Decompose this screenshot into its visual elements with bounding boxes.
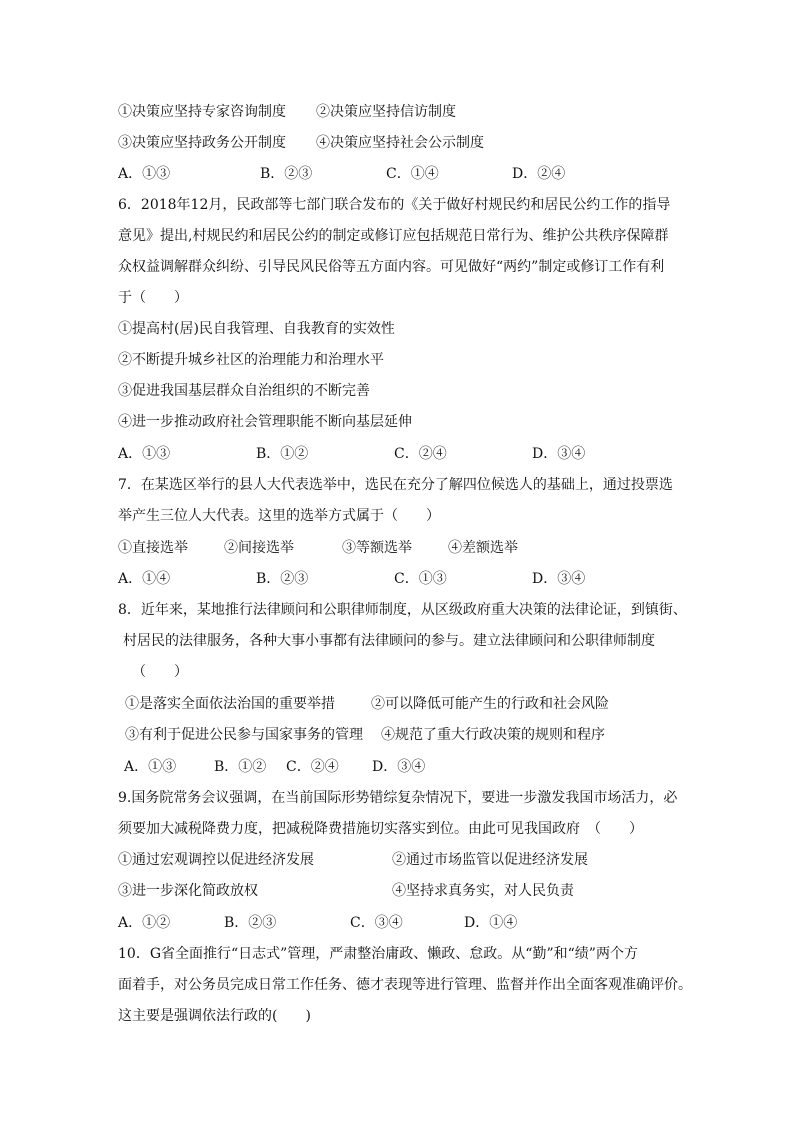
q9-items-row-2 — [118, 881, 574, 901]
q5-options — [118, 164, 565, 184]
q5-option-d: D．②④ — [512, 166, 566, 182]
q7-item-1: ①直接选举 — [118, 540, 188, 556]
q5-item-3: ③决策应坚持政务公开制度 — [118, 135, 286, 151]
q5-items-row-1 — [118, 102, 456, 122]
q6-option-d: D．③④ — [532, 446, 586, 462]
q9-option-b: B．②③ — [224, 915, 277, 931]
q7-stem-line-2: 举产生三位人大代表。这里的选举方式属于（ ） — [118, 508, 440, 524]
q5-option-b: B．②③ — [260, 166, 313, 182]
q10-stem-line-2: 面着手，对公务员完成日常工作任务、德才表现等进行管理、监督并作出全面客观准确评价。 — [118, 977, 692, 993]
q9-stem-line-2: 须要加大减税降费力度，把减税降费措施切实落实到位。由此可见我国政府 （ ） — [118, 821, 643, 837]
q6-item-1: ①提高村(居)民自我管理、自我教育的实效性 — [118, 321, 395, 337]
q6-item-2: ②不断提升城乡社区的治理能力和治理水平 — [118, 352, 384, 368]
q7-option-a: A．①④ — [118, 571, 171, 587]
q7-items — [118, 538, 518, 558]
q8-item-4: ④规范了重大行政决策的规则和程序 — [381, 727, 605, 743]
q9-option-c: C．③④ — [350, 915, 403, 931]
q9-item-2: ②通过市场监管以促进经济发展 — [392, 852, 588, 868]
q6-option-c: C．②④ — [394, 446, 447, 462]
q7-option-c: C．①③ — [394, 571, 447, 587]
q8-item-3: ③有利于促进公民参与国家事务的管理 — [125, 727, 363, 743]
q6-option-a: A．①③ — [118, 446, 171, 462]
q5-item-1: ①决策应坚持专家咨询制度 — [118, 104, 286, 120]
q6-options — [118, 444, 585, 464]
q6-stem-line-1: 6．2018年12月，民政部等七部门联合发布的《关于做好村规民约和居民公约工作的指导 — [118, 197, 671, 213]
q9-item-4: ④坚持求真务实，对人民负责 — [392, 883, 574, 899]
q9-items-row-1 — [118, 850, 588, 870]
q8-option-d: D．③④ — [372, 759, 426, 775]
q8-item-2: ②可以降低可能产生的行政和社会风险 — [371, 696, 609, 712]
q9-option-a: A．①② — [118, 915, 171, 931]
q7-option-d: D．③④ — [532, 571, 586, 587]
q6-item-4: ④进一步推动政府社会管理职能不断向基层延伸 — [118, 414, 412, 430]
q8-items-row-2 — [125, 725, 605, 745]
q5-item-2: ②决策应坚持信访制度 — [316, 104, 456, 120]
q5-option-c: C．①④ — [386, 166, 439, 182]
q8-stem-line-3: （ ） — [132, 664, 188, 680]
q7-stem-line-1: 7．在某选区举行的县人大代表选举中，选民在充分了解四位候选人的基础上，通过投票选 — [118, 477, 673, 493]
q6-stem-line-3: 众权益调解群众纠纷、引导民风民俗等五方面内容。可见做好“两约”制定或修订工作有利 — [118, 259, 665, 275]
q8-option-b: B．①② — [214, 759, 267, 775]
q5-item-4: ④决策应坚持社会公示制度 — [316, 135, 484, 151]
q7-option-b: B．②③ — [256, 571, 309, 587]
q6-item-3: ③促进我国基层群众自治组织的不断完善 — [118, 383, 370, 399]
q9-options — [118, 913, 517, 933]
q7-item-2: ②间接选举 — [224, 540, 294, 556]
q8-items-row-1 — [125, 694, 609, 714]
q8-stem-line-1: 8．近年来，某地推行法律顾问和公职律师制度，从区级政府重大决策的法律论证，到镇街、 — [118, 602, 687, 618]
q9-item-3: ③进一步深化简政放权 — [118, 883, 258, 899]
q8-options — [124, 757, 425, 777]
q8-option-a: A．①③ — [124, 759, 177, 775]
q10-stem-line-3: 这主要是强调依法行政的( ) — [118, 1008, 311, 1024]
q5-items-row-2 — [118, 133, 484, 153]
q10-stem-line-1: 10．G省全面推行“日志式”管理，严肃整治庸政、懒政、怠政。从“勤”和“绩”两个方 — [118, 946, 638, 962]
q7-item-4: ④差额选举 — [448, 540, 518, 556]
q7-options — [118, 569, 585, 589]
q9-option-d: D．①④ — [464, 915, 518, 931]
q8-stem-line-2: 村居民的法律服务，各种大事小事都有法律顾问的参与。建立法律顾问和公职律师制度 — [123, 633, 655, 649]
q8-item-1: ①是落实全面依法治国的重要举措 — [125, 696, 335, 712]
q9-stem-line-1: 9.国务院常务会议强调，在当前国际形势错综复杂情况下，要进一步激发我国市场活力，必 — [118, 790, 678, 806]
q6-stem-line-4: 于（ ） — [118, 290, 188, 306]
q7-item-3: ③等额选举 — [342, 540, 412, 556]
q6-option-b: B．①② — [256, 446, 309, 462]
q5-option-a: A．①③ — [118, 166, 171, 182]
q9-item-1: ①通过宏观调控以促进经济发展 — [118, 852, 314, 868]
q6-stem-line-2: 意见》提出,村规民约和居民公约的制定或修订应包括规范日常行为、维护公共秩序保障群 — [118, 228, 669, 244]
q8-option-c: C．②④ — [286, 759, 339, 775]
